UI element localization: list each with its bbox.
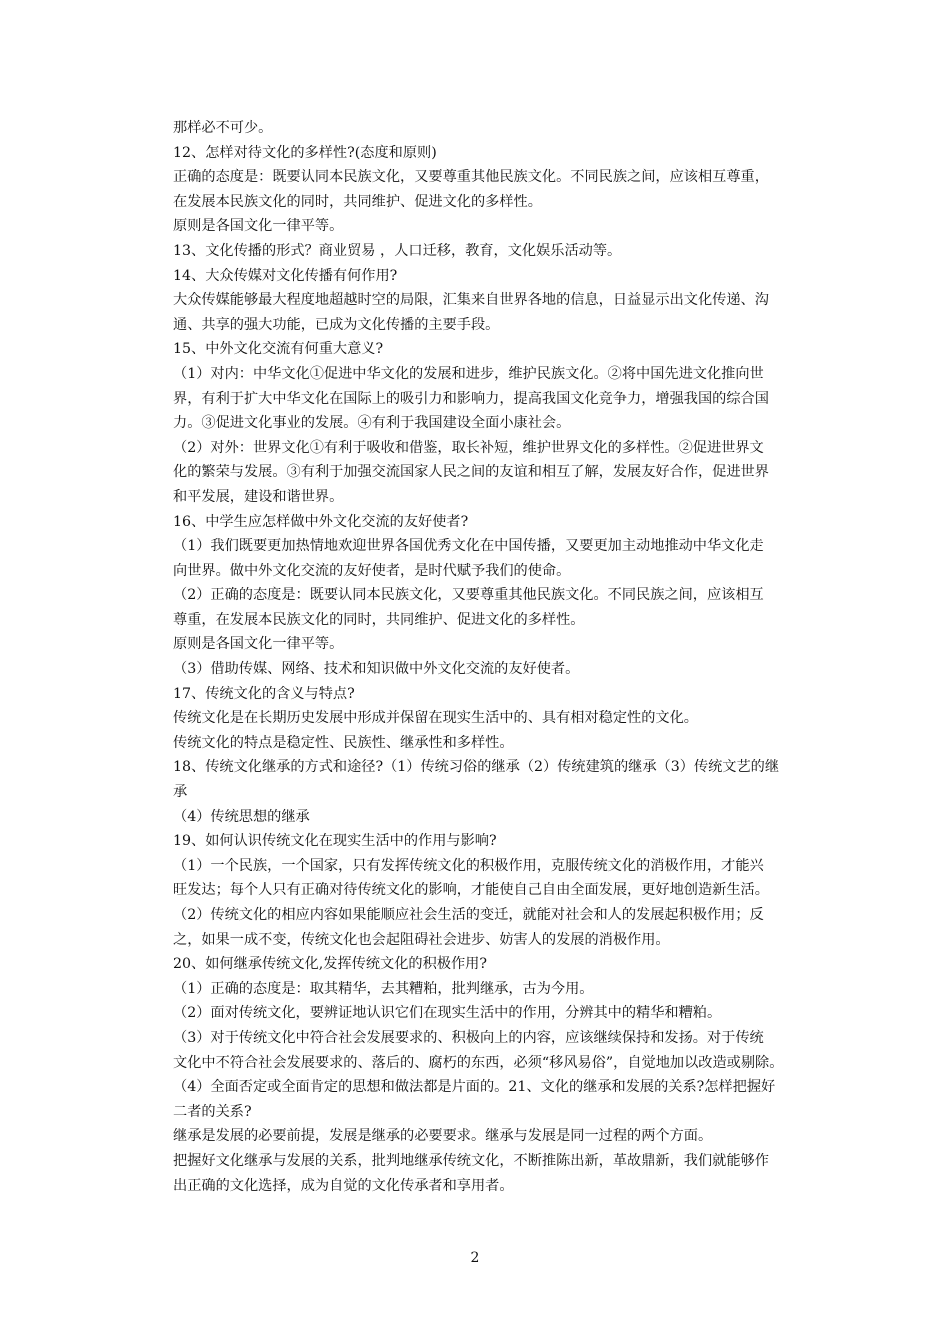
- text-line: 那样必不可少。: [173, 120, 273, 136]
- text-line: 旺发达；每个人只有正确对待传统文化的影响，才能使自己自由全面发展，更好地创造新生活。: [173, 882, 769, 899]
- text-line: 把握好文化继承与发展的关系，批判地继承传统文化，不断推陈出新，革故鼎新，我们就能够作: [173, 1152, 769, 1169]
- text-line: 化的繁荣与发展。③有利于加强交流国家人民之间的友谊和相互了解，发展友好合作，促进世界: [173, 464, 769, 481]
- text-line: 承: [173, 784, 188, 801]
- text-line: （1）对内：中华文化①促进中华文化的发展和进步，维护民族文化。②将中国先进文化推向世: [173, 365, 764, 382]
- text-line: 界，有利于扩大中华文化在国际上的吸引力和影响力，提高我国文化竞争力，增强我国的综合国: [173, 390, 769, 407]
- text-line: （1）我们既要更加热情地欢迎世界各国优秀文化在中国传播，又要更加主动地推动中华文化走: [173, 538, 764, 555]
- text-line: （3）对于传统文化中符合社会发展要求的、积极向上的内容，应该继续保持和发扬。对于传统: [173, 1029, 764, 1046]
- document-body: [173, 116, 813, 1198]
- text-line: 继承是发展的必要前提，发展是继承的必要要求。继承与发展是同一过程的两个方面。: [173, 1128, 713, 1145]
- text-line: 17、传统文化的含义与特点?: [173, 685, 355, 702]
- text-line: （1）正确的态度是：取其精华，去其糟粕，批判继承，古为今用。: [173, 980, 594, 997]
- text-line: （2）正确的态度是：既要认同本民族文化，又要尊重其他民族文化。不同民族之间，应该相互: [173, 587, 764, 604]
- text-line: （1）一个民族，一个国家，只有发挥传统文化的积极作用，克服传统文化的消极作用，才能兴: [173, 857, 764, 874]
- text-line: 15、中外文化交流有何重大意义?: [173, 341, 384, 358]
- text-line: 18、传统文化继承的方式和途径?（1）传统习俗的继承（2）传统建筑的继承（3）传统文艺的继: [173, 759, 780, 776]
- text-line: （4）全面否定或全面肯定的思想和做法都是片面的。21、文化的继承和发展的关系?怎样把握好: [173, 1079, 776, 1096]
- text-line: 原则是各国文化一律平等。: [173, 636, 344, 653]
- text-line: 20、如何继承传统文化,发挥传统文化的积极作用?: [173, 956, 487, 973]
- text-line: （2）对外：世界文化①有利于吸收和借鉴，取长补短，维护世界文化的多样性。②促进世界文: [173, 439, 764, 456]
- text-line: （3）借助传媒、网络、技术和知识做中外文化交流的友好使者。: [173, 661, 580, 678]
- text-line: （4）传统思想的继承: [173, 808, 310, 825]
- text-line: 16、中学生应怎样做中外文化交流的友好使者?: [173, 513, 469, 530]
- text-line: 正确的态度是：既要认同本民族文化，又要尊重其他民族文化。不同民族之间，应该相互尊重，: [173, 169, 769, 186]
- text-line: 13、文化传播的形式？商业贸易 ，人口迁移，教育，文化娱乐活动等。: [173, 242, 622, 259]
- text-line: 通、共享的强大功能，已成为文化传播的主要手段。: [173, 316, 500, 333]
- text-line: 传统文化是在长期历史发展中形成并保留在现实生活中的、具有相对稳定性的文化。: [173, 710, 698, 727]
- text-line: 之，如果一成不变，传统文化也会起阻碍社会进步、妨害人的发展的消极作用。: [173, 931, 670, 948]
- text-line: （2）传统文化的相应内容如果能顺应社会生活的变迁，就能对社会和人的发展起积极作用；反: [173, 907, 764, 923]
- text-line: 原则是各国文化一律平等。: [173, 218, 344, 235]
- text-line: 和平发展，建设和谐世界。: [173, 488, 344, 505]
- text-line: 14、大众传媒对文化传播有何作用?: [173, 267, 398, 284]
- text-line: 传统文化的特点是稳定性、民族性、继承性和多样性。: [173, 734, 514, 751]
- page-number: 2: [470, 1250, 480, 1266]
- text-line: 出正确的文化选择，成为自觉的文化传承者和享用者。: [173, 1177, 514, 1194]
- text-line: 向世界。做中外文化交流的友好使者，是时代赋予我们的使命。: [173, 562, 571, 579]
- text-line: 二者的关系?: [173, 1103, 252, 1120]
- text-line: 在发展本民族文化的同时，共同维护、促进文化的多样性。: [173, 193, 542, 210]
- text-line: 大众传媒能够最大程度地超越时空的局限，汇集来自世界各地的信息，日益显示出文化传递、沟: [173, 292, 769, 309]
- text-line: 力。③促进文化事业的发展。④有利于我国建设全面小康社会。: [173, 415, 571, 432]
- text-line: 19、如何认识传统文化在现实生活中的作用与影响?: [173, 833, 497, 850]
- text-line: 尊重，在发展本民族文化的同时，共同维护、促进文化的多样性。: [173, 611, 585, 628]
- text-line: 文化中不符合社会发展要求的、落后的、腐朽的东西，必须“移风易俗”，自觉地加以改造或剔除。: [173, 1054, 784, 1071]
- text-line: （2）面对传统文化，要辨证地认识它们在现实生活中的作用，分辨其中的精华和糟粕。: [173, 1005, 722, 1022]
- text-line: 12、怎样对待文化的多样性?(态度和原则): [173, 144, 437, 161]
